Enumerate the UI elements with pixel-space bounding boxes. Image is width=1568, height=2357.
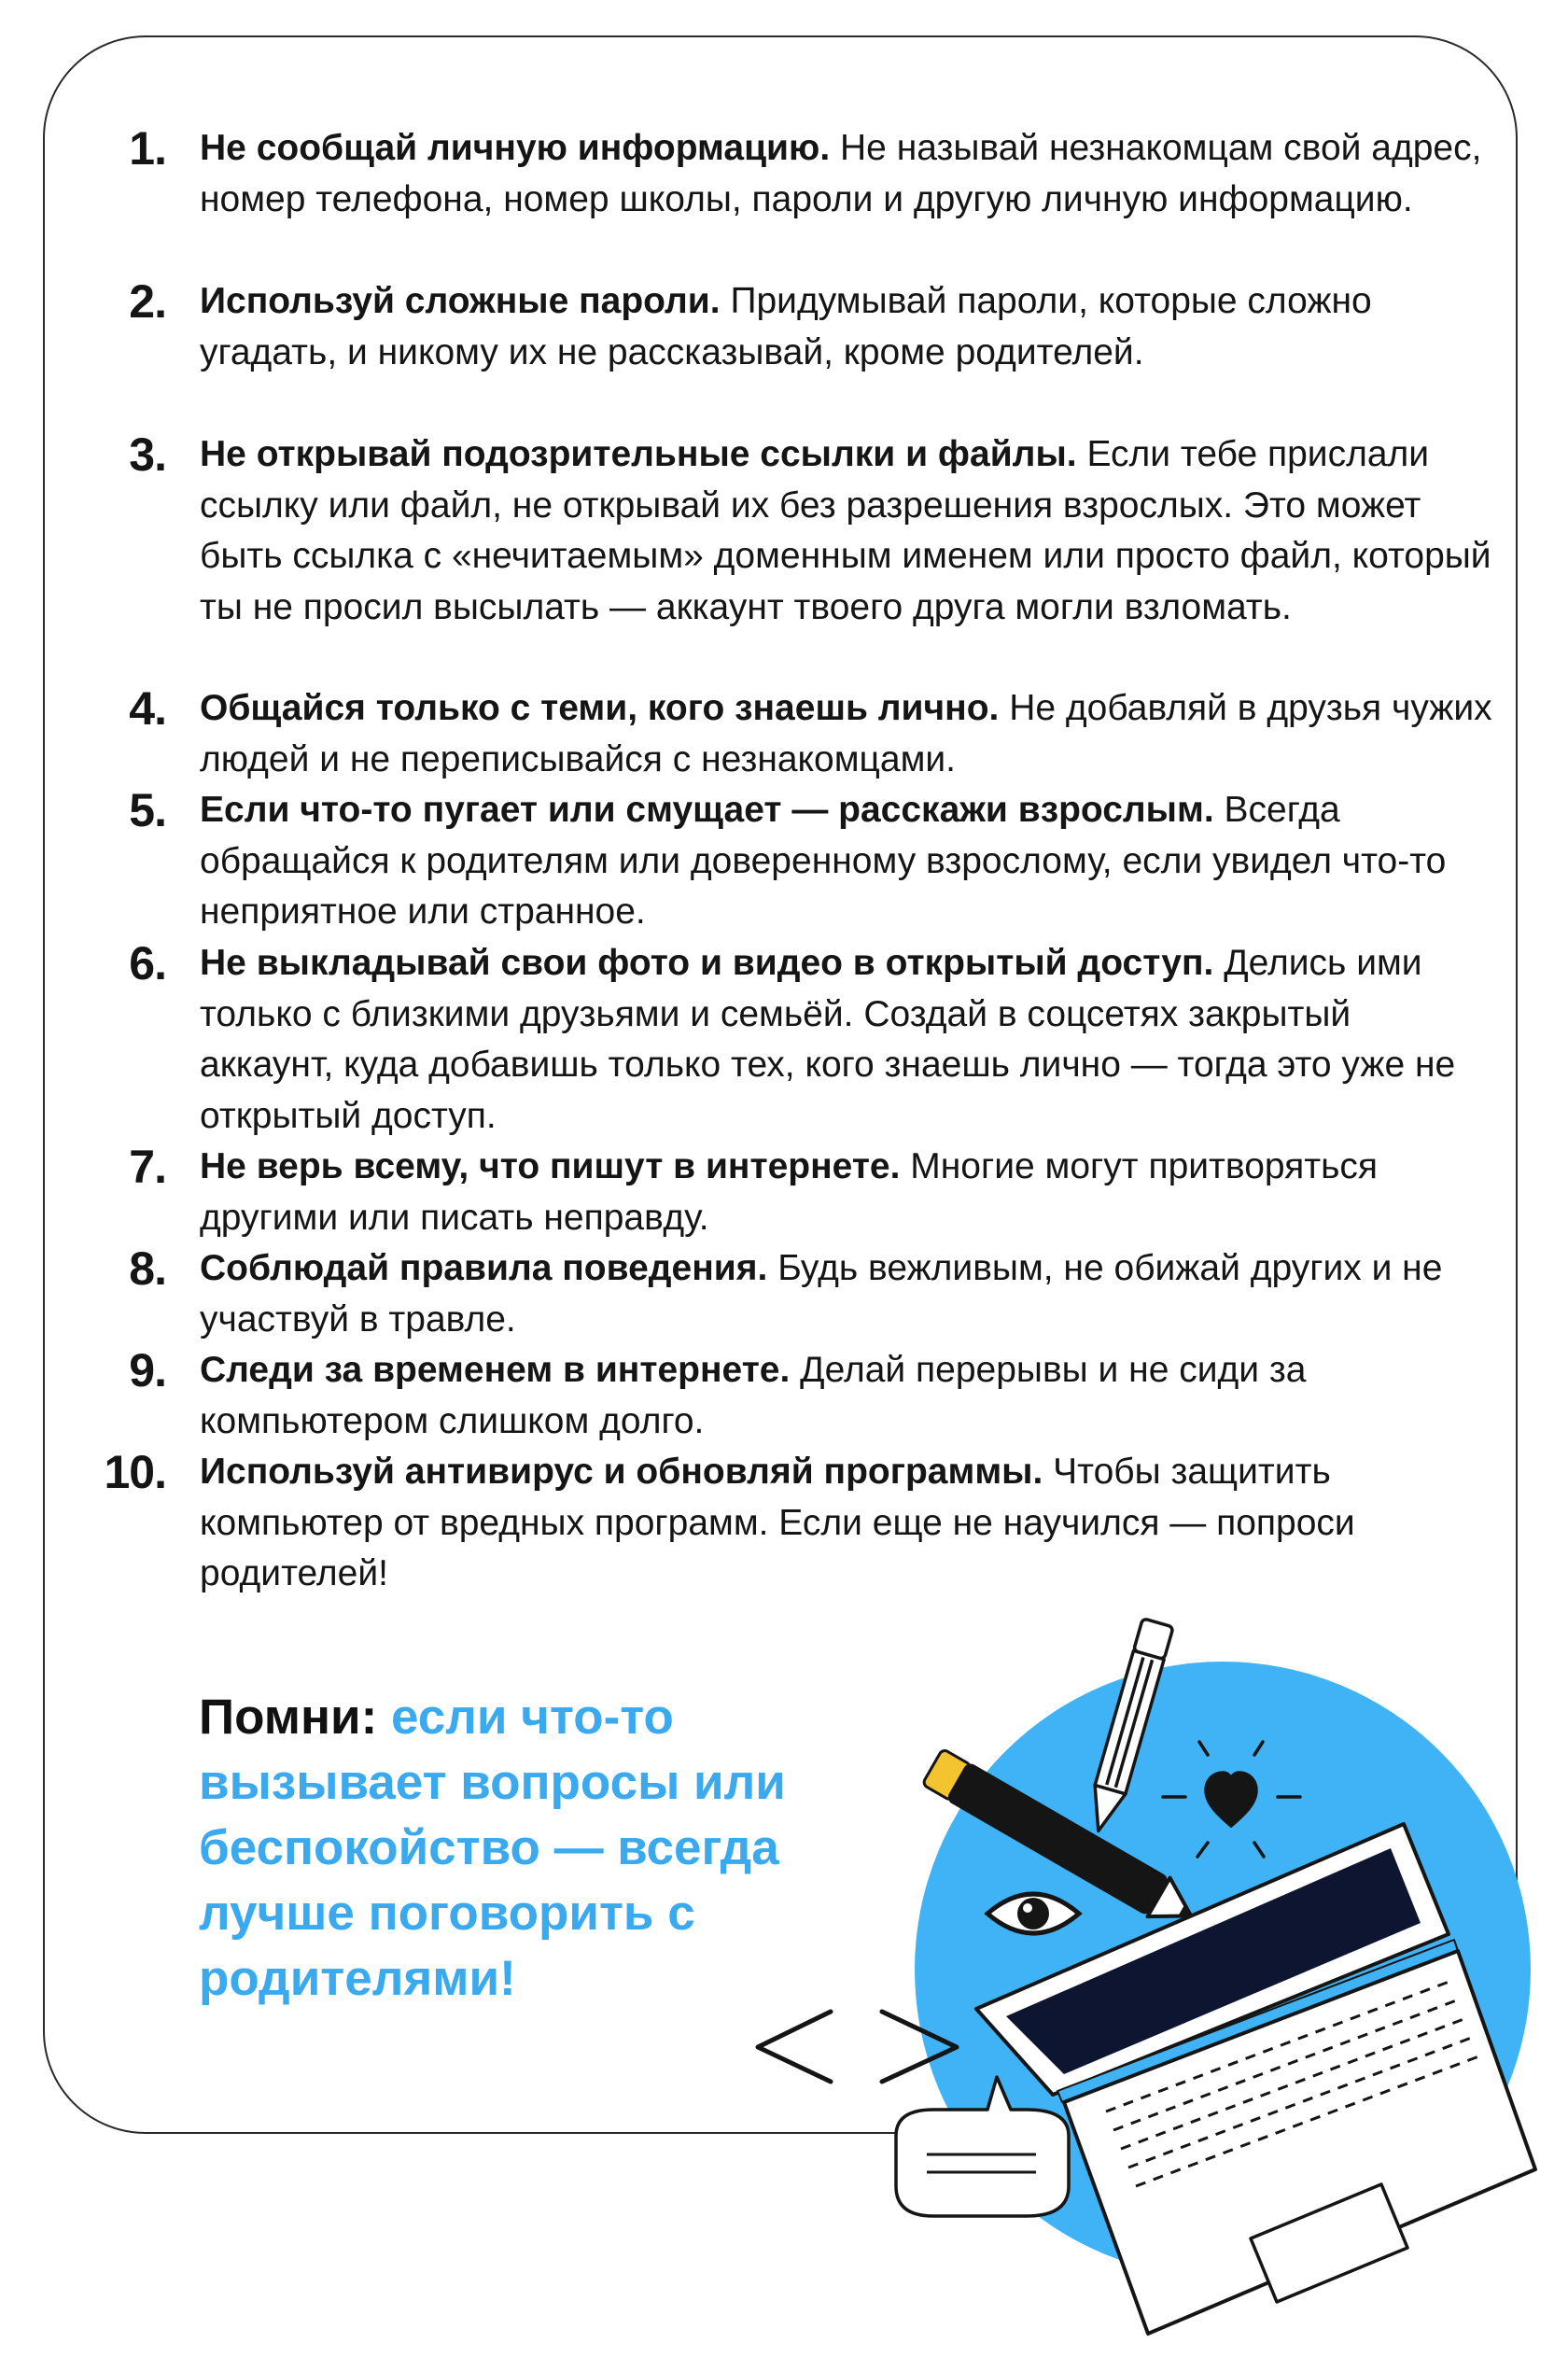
rule-text: Придумывай пароли, которые сложно угадать, и никому их не рассказывай, кроме родителей. [200,281,1372,372]
rule-title: Не верь всему, что пишут в интернете. [200,1146,911,1186]
rule-number: 6. [129,937,166,989]
rule-number: 3. [129,428,166,481]
rule-number: 8. [129,1242,166,1295]
rule-title: Не выкладывай свои фото и видео в открытый доступ. [200,943,1225,983]
rule-number: 4. [129,682,166,735]
rule-title: Соблюдай правила поведения. [200,1248,778,1288]
rule-title: Следи за временем в интернете. [200,1350,801,1390]
rule-text: Делай перерывы и не сиди за компьютером слишком долго. [200,1350,1307,1441]
rule-text: Чтобы защитить компьютер от вредных программ. Если еще не научился — попроси родителей! [200,1452,1355,1593]
rule-text: Многие могут притворяться другими или писать неправду. [200,1146,1379,1238]
rule-number: 5. [129,784,166,836]
rule-number: 7. [129,1141,166,1193]
rule-text: Будь вежливым, не обижай других и не участвуй в травле. [200,1248,1443,1340]
rule-text: Если тебе прислали ссылку или файл, не открывай их без разрешения взрослых. Это может быть ссылка с «нечитаемым» доменным именем или просто файл, который ты не просил высылать — аккаунт твоего друга могли взломать. [200,434,1491,627]
rule-text: Не называй незнакомцам свой адрес, номер телефона, номер школы, пароли и другую личную информацию. [200,128,1482,219]
rule-text: Всегда обращайся к родителям или доверенному взрослому, если увидел что-то неприятное или странное. [200,790,1447,932]
rule-number: 2. [129,275,166,328]
rule-title: Не сообщай личную информацию. [200,128,841,168]
rule-number: 9. [129,1344,166,1396]
rule-title: Используй сложные пароли. [200,281,731,321]
rule-title: Если что-то пугает или смущает — расскажи взрослым. [200,790,1225,830]
rule-text: Не добавляй в друзья чужих людей и не переписывайся с незнакомцами. [200,688,1492,779]
remember-message: если что-то вызывает вопросы или беспокойство — всегда лучше поговорить с родителями! [199,1690,786,2006]
rule-title: Используй антивирус и обновляй программы. [200,1452,1054,1492]
rule-number: 10. [104,1446,166,1498]
remember-lead: Помни: [199,1690,391,1745]
rule-text: Делись ими только с близкими друзьями и семьёй. Создай в соцсетях закрытый аккаунт, куда добавишь только тех, кого знаешь лично — тогда это уже не открытый доступ. [200,943,1456,1136]
rule-title: Общайся только с теми, кого знаешь лично. [200,688,1010,728]
rule-number: 1. [129,122,166,175]
rule-title: Не открывай подозрительные ссылки и файлы. [200,434,1087,474]
